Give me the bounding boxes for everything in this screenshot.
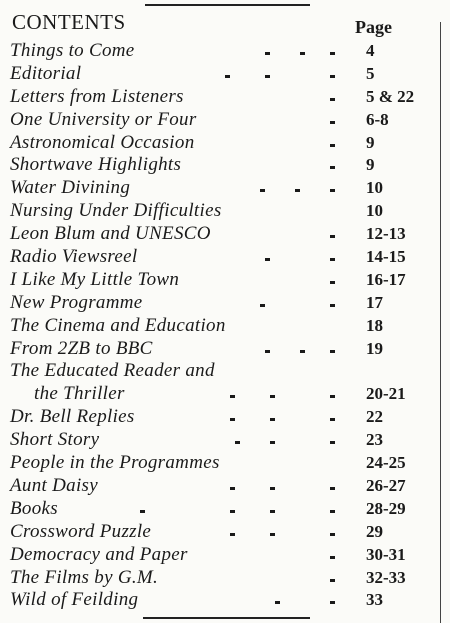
leader-dots: [0, 544, 350, 567]
bottom-rule: [143, 617, 310, 619]
leader-dot: [330, 418, 335, 421]
toc-entry-page: 33: [366, 590, 383, 610]
leader-dot: [330, 350, 335, 353]
toc-entry-title-line: The Educated Reader and: [10, 360, 215, 382]
toc-entry: [0, 292, 450, 315]
page-column-heading: Page: [355, 17, 392, 37]
toc-entry: [0, 200, 450, 223]
toc-entry-page: 6-8: [366, 109, 389, 129]
leader-dot: [330, 281, 335, 284]
toc-entry: [0, 567, 450, 590]
leader-dots: [0, 315, 350, 338]
leader-dot: [330, 579, 335, 582]
toc-entry: [0, 246, 450, 269]
leader-dot: [330, 304, 335, 307]
toc-entry-page: 28-29: [366, 498, 406, 518]
leader-dot: [330, 98, 335, 101]
leader-dot: [235, 441, 240, 444]
toc-entry-page: 32-33: [366, 567, 406, 587]
toc-entry-title-line: One University or Four: [10, 108, 197, 130]
leader-dot: [330, 144, 335, 147]
leader-dot: [140, 510, 145, 513]
leader-dot: [270, 441, 275, 444]
leader-dots: [0, 86, 350, 109]
toc-entry-page: 10: [366, 201, 383, 221]
toc-entry-title-line: The Films by G.M.: [10, 566, 159, 588]
leader-dot: [270, 533, 275, 536]
toc-entry-title-line: I Like My Little Town: [10, 268, 180, 290]
toc-entry-title-line: Leon Blum and UNESCO: [10, 223, 211, 245]
leader-dot: [270, 487, 275, 490]
leader-dots: [0, 338, 350, 361]
leader-dot: [330, 75, 335, 78]
toc-entry: [0, 40, 450, 63]
toc-entry-title-line: Nursing Under Difficulties: [10, 200, 222, 222]
toc-entry: [0, 406, 450, 429]
leader-dot: [230, 533, 235, 536]
toc-entry-title-line: Wild of Feilding: [10, 589, 139, 611]
leader-dots: [0, 246, 350, 269]
leader-dot: [270, 510, 275, 513]
leader-dot: [330, 395, 335, 398]
toc-entry-page: 19: [366, 338, 383, 358]
leader-dot: [265, 75, 270, 78]
toc-entry-page: 16-17: [366, 269, 406, 289]
leader-dot: [330, 235, 335, 238]
leader-dots: [0, 498, 350, 521]
leader-dot: [225, 75, 230, 78]
toc-entry-title-line: Crossword Puzzle: [10, 520, 152, 542]
toc-entry: [0, 589, 450, 612]
toc-entry: [0, 109, 450, 132]
contents-heading: CONTENTS: [12, 10, 126, 34]
toc-entry: [0, 177, 450, 200]
leader-dot: [260, 304, 265, 307]
toc-entry-title-line: Books: [10, 497, 58, 519]
toc-entry-title-line: Letters from Listeners: [10, 85, 184, 107]
toc-entry: [0, 132, 450, 155]
toc-entry-title-line: The Cinema and Education: [10, 314, 226, 336]
toc-entry: [0, 521, 450, 544]
leader-dot: [330, 487, 335, 490]
toc-entry-title-line: Radio Viewsreel: [10, 246, 138, 268]
toc-entry: [0, 269, 450, 292]
leader-dot: [265, 258, 270, 261]
leader-dot: [330, 258, 335, 261]
leader-dots: [0, 177, 350, 200]
toc-entry-page: 26-27: [366, 475, 406, 495]
toc-entry-title-line: Short Story: [10, 429, 100, 451]
toc-entry-page: 4: [366, 41, 375, 60]
toc-entry: [0, 498, 450, 521]
leader-dot: [275, 601, 280, 604]
leader-dot: [260, 189, 265, 192]
toc-entry: [0, 475, 450, 498]
toc-entry-page: 29: [366, 521, 383, 541]
toc-entry-title-line: Editorial: [10, 62, 82, 84]
leader-dot: [265, 350, 270, 353]
leader-dots: [0, 132, 350, 155]
leader-dot: [300, 350, 305, 353]
toc-entry-title-line: Dr. Bell Replies: [10, 406, 135, 428]
toc-entry-page: 14-15: [366, 247, 406, 267]
toc-entry-page: 17: [366, 292, 383, 312]
toc-entry-title-line: Shortwave Highlights: [10, 154, 182, 176]
leader-dot: [295, 189, 300, 192]
leader-dots: [0, 567, 350, 590]
toc-entry: [0, 452, 450, 475]
leader-dots: [0, 40, 350, 63]
toc-entry-page: 5 & 22: [366, 86, 415, 106]
leader-dot: [230, 510, 235, 513]
leader-dots: [0, 292, 350, 315]
toc-entry-title-line: Water Divining: [10, 177, 131, 199]
leader-dot: [230, 418, 235, 421]
toc-entry: [0, 63, 450, 86]
leader-dots: [0, 406, 350, 429]
toc-entry: [0, 544, 450, 567]
toc-entry: [0, 86, 450, 109]
leader-dot: [330, 52, 335, 55]
leader-dots: [0, 223, 350, 246]
leader-dot: [330, 556, 335, 559]
toc-entry-page: 20-21: [366, 384, 406, 404]
toc-entry-title-line: Democracy and Paper: [10, 543, 188, 565]
leader-dot: [230, 487, 235, 490]
toc-entry: [0, 154, 450, 177]
toc-entry-page: 22: [366, 407, 383, 427]
leader-dot: [265, 52, 270, 55]
leader-dots: [0, 589, 350, 612]
leader-dot: [330, 441, 335, 444]
leader-dots: [0, 475, 350, 498]
toc-entry-page: 30-31: [366, 544, 406, 564]
toc-entry-title-line: Astronomical Occasion: [10, 131, 195, 153]
toc-entry-title-line: From 2ZB to BBC: [10, 337, 153, 359]
toc-entry: [0, 429, 450, 452]
toc-entry-title-line: People in the Programmes: [10, 452, 220, 474]
leader-dot: [270, 418, 275, 421]
leader-dot: [330, 121, 335, 124]
toc-entry-page: 24-25: [366, 453, 406, 473]
toc-entry-page: 10: [366, 178, 383, 198]
leader-dot: [330, 533, 335, 536]
toc-entry-page: 18: [366, 315, 383, 335]
toc-entry-page: 12-13: [366, 224, 406, 244]
leader-dots: [0, 269, 350, 292]
toc-entry-title-line: the Thriller: [34, 383, 125, 405]
leader-dots: [0, 521, 350, 544]
leader-dots: [0, 63, 350, 86]
toc-entry-title-line: Things to Come: [10, 40, 135, 61]
leader-dots: [0, 452, 350, 475]
top-rule: [145, 4, 310, 6]
leader-dots: [0, 154, 350, 177]
toc-entry-page: 9: [366, 155, 375, 175]
toc-entry: [0, 315, 450, 338]
leader-dot: [330, 189, 335, 192]
leader-dots: [0, 200, 350, 223]
toc-entry-page: 9: [366, 132, 375, 152]
leader-dot: [330, 166, 335, 169]
toc-entry-title-line: New Programme: [10, 291, 143, 313]
toc-entry-page: 23: [366, 430, 383, 450]
leader-dot: [330, 510, 335, 513]
leader-dot: [270, 395, 275, 398]
leader-dots: [0, 109, 350, 132]
leader-dot: [300, 52, 305, 55]
leader-dots: [0, 429, 350, 452]
toc-entry-page: 5: [366, 63, 375, 83]
leader-dot: [330, 601, 335, 604]
toc-entry-title-line: Aunt Daisy: [10, 474, 98, 496]
toc-entry: [0, 223, 450, 246]
toc-entry: [0, 338, 450, 361]
leader-dot: [230, 395, 235, 398]
table-of-contents: [0, 40, 450, 612]
toc-entry: [0, 360, 450, 406]
leader-dots: [0, 383, 350, 406]
